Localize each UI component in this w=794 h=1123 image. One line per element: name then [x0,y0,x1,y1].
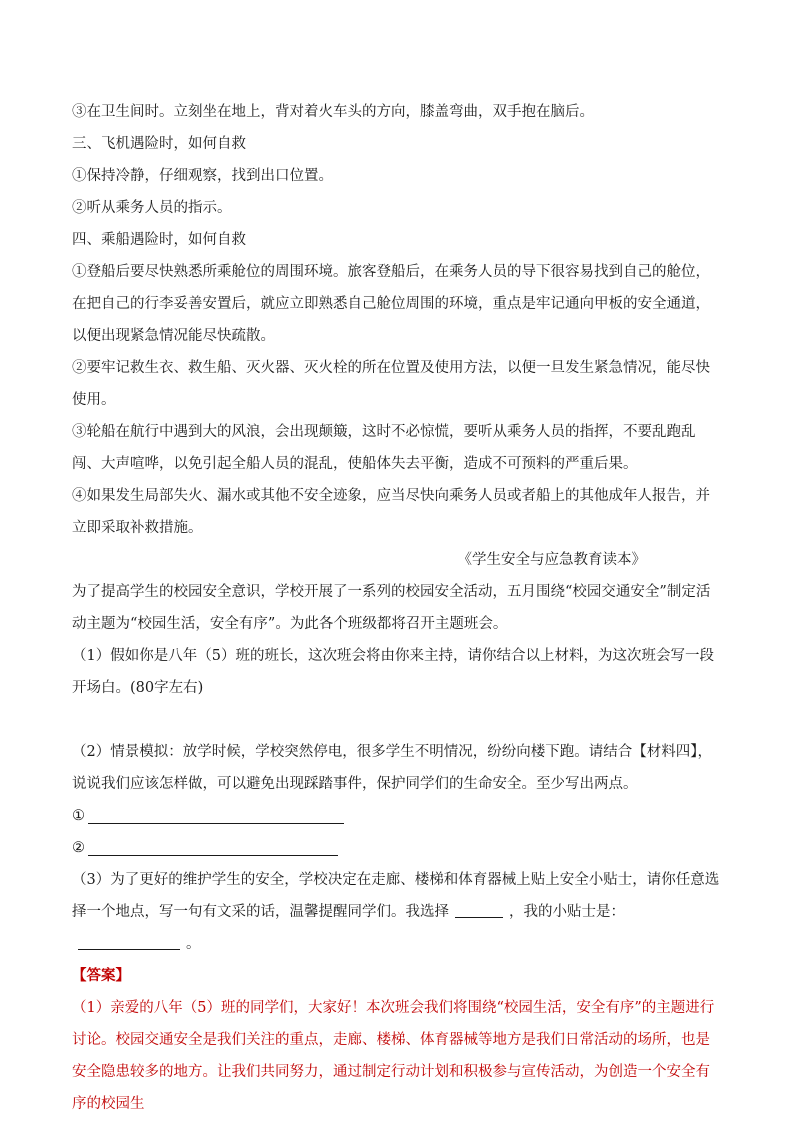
answer-underline-1[interactable] [88,803,344,824]
answer-underline-2[interactable] [88,835,338,856]
plane-item-2: ②听从乘务人员的指示。 [72,200,232,216]
question-1: （1）假如你是八年（5）班的班长，这次班会将由你来主持，请你结合以上材料，为这次班会写一段开场白。(80字左右) [72,648,714,696]
ship-item-1: ①登船后要尽快熟悉所乘舱位的周围环境。旅客登船后，在乘务人员的导下很容易找到自己的舱位，在把自己的行李妥善安置后，就应立即熟悉自己舱位周围的环境，重点是牢记通向甲板的安全通道，以便出现紧急情况能尽快疏散。 [72,264,710,344]
question-intro: 为了提高学生的校园安全意识，学校开展了一系列的校园安全活动，五月围绕“校园交通安全”制定活动主题为“校园生活，安全有序”。为此各个班级都将召开主题班会。 [72,584,711,632]
question-2: （2）情景模拟：放学时候，学校突然停电，很多学生不明情况，纷纷向楼下跑。请结合【材料四】，说说我们应该怎样做，可以避免出现踩踏事件，保护同学们的生命安全。至少写出两点。 [72,744,712,792]
answer-blank-2[interactable] [72,832,724,864]
answer-blank-1[interactable] [72,800,724,832]
plane-heading: 三、飞机遇险时，如何自救 [72,136,246,152]
location-blank[interactable] [455,899,503,918]
answer-heading: 【答案】 [72,967,130,984]
question-3-part-2: ，我的小贴士是： [509,904,625,920]
blank-number-2: ② [72,840,85,856]
question-3-part-1: （3）为了更好的维护学生的安全，学校决定在走廊、楼梯和体育器械上贴上安全小贴士，请你任意选择一个地点，写一句有文采的话，温馨提醒同学们。我选择 [72,872,720,920]
document-page [72,96,724,1120]
blank-number-1: ① [72,808,85,824]
question-3 [72,864,724,960]
train-item-3: ③在卫生间时。立刻坐在地上，背对着火车头的方向，膝盖弯曲，双手抱在脑后。 [72,104,594,120]
ship-heading: 四、乘船遇险时，如何自救 [72,232,246,248]
ship-item-3: ③轮船在航行中遇到大的风浪，会出现颠簸，这时不必惊慌，要听从乘务人员的指挥，不要乱跑乱闯、大声喧哗，以免引起全船人员的混乱，使船体失去平衡，造成不可预料的严重后果。 [72,424,696,472]
ship-item-4: ④如果发生局部失火、漏水或其他不安全迹象，应当尽快向乘务人员或者船上的其他成年人报告，并立即采取补救措施。 [72,488,710,536]
plane-item-1: ①保持冷静，仔细观察，找到出口位置。 [72,168,333,184]
ship-item-2: ②要牢记救生衣、救生船、灭火器、灭火栓的所在位置及使用方法，以便一旦发生紧急情况，能尽快使用。 [72,360,710,408]
answer-space-1 [72,704,724,736]
tip-blank[interactable] [78,931,180,950]
answer-text: （1）亲爱的八年（5）班的同学们，大家好！本次班会我们将围绕“校园生活，安全有序”的主题进行讨论。校园交通安全是我们关注的重点，走廊、楼梯、体育器械等地方是我们日常活动的场所，也是安全隐患较多的地方。让我们共同努力，通过制定行动计划和积极参与宣传活动，为创造一个安全有序的校园生 [72,1000,715,1112]
question-3-part-3: 。 [186,936,201,952]
source-citation: 《学生安全与应急教育读本》 [457,552,646,568]
